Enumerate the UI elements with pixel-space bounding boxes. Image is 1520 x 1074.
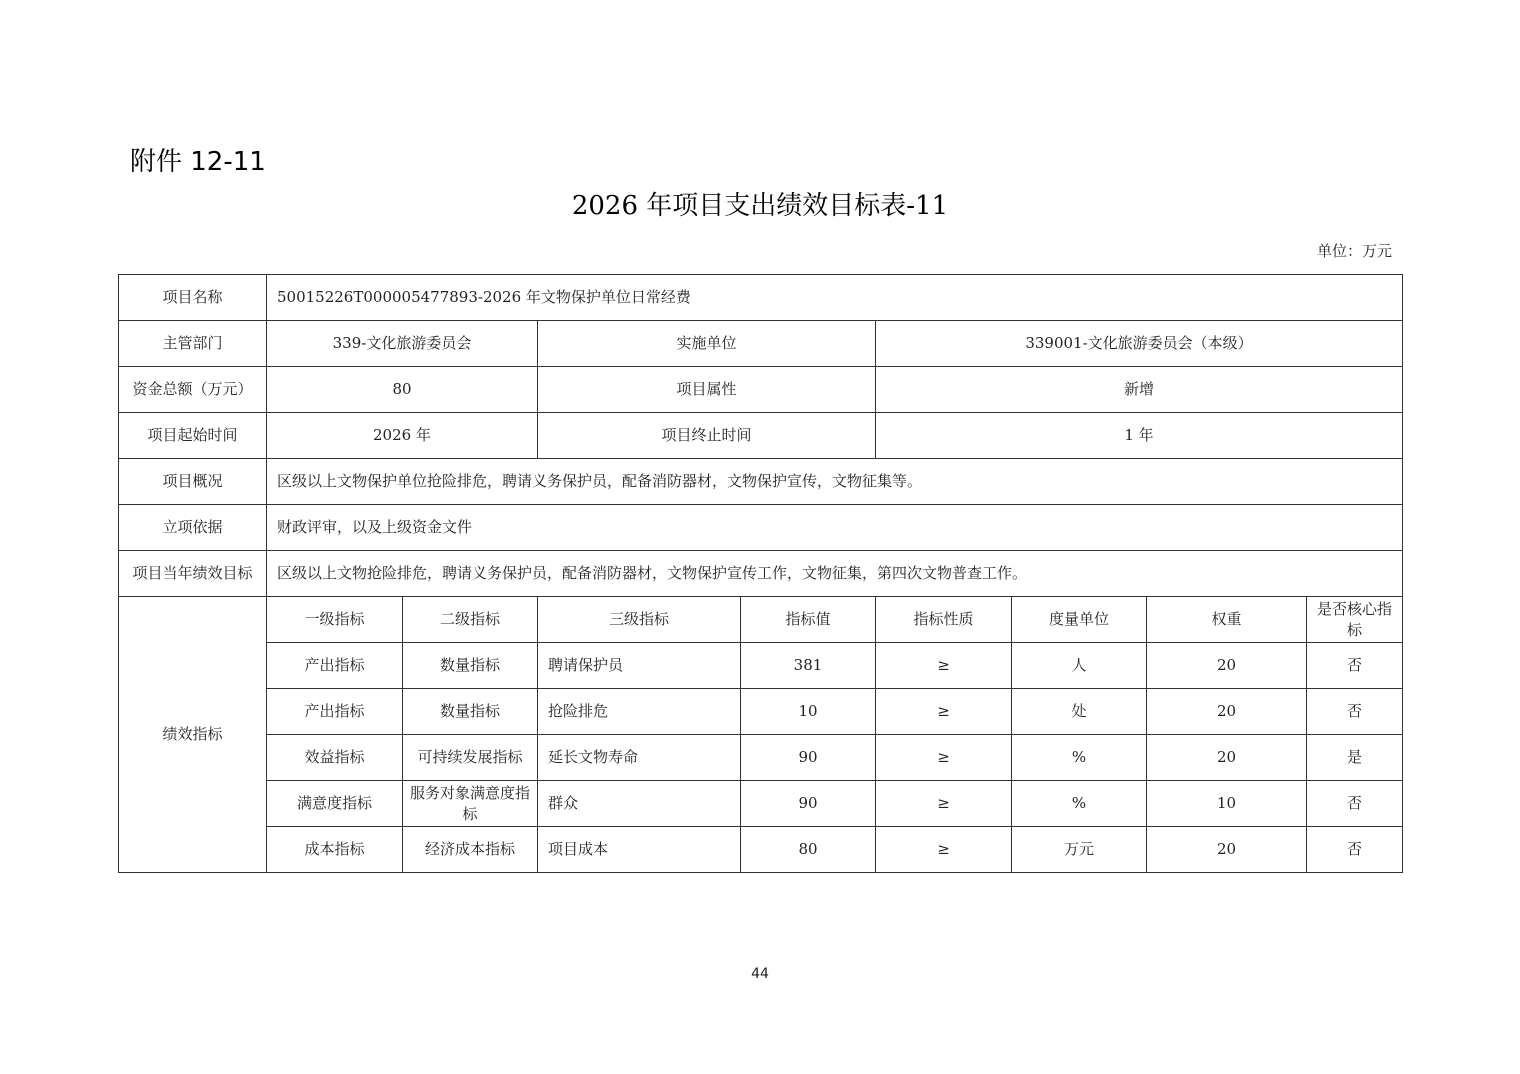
unit-cell: 处	[1012, 689, 1147, 735]
header-level3: 三级指标	[538, 597, 741, 643]
level3-cell: 群众	[538, 781, 741, 827]
level2-cell: 服务对象满意度指标	[403, 781, 538, 827]
nature-cell: ≥	[876, 689, 1012, 735]
total-funds-label: 资金总额（万元）	[119, 367, 267, 413]
header-core: 是否核心指标	[1307, 597, 1403, 643]
header-level2: 二级指标	[403, 597, 538, 643]
header-value: 指标值	[741, 597, 876, 643]
implementer-value: 339001-文化旅游委员会（本级）	[876, 321, 1403, 367]
level1-cell: 效益指标	[267, 735, 403, 781]
start-time-label: 项目起始时间	[119, 413, 267, 459]
weight-cell: 20	[1147, 735, 1307, 781]
end-time-value: 1 年	[876, 413, 1403, 459]
row-project-name	[119, 275, 1403, 321]
project-name-value: 50015226T000005477893-2026 年文物保护单位日常经费	[267, 275, 1403, 321]
unit-cell: 人	[1012, 643, 1147, 689]
unit-cell: 万元	[1012, 827, 1147, 873]
value-cell: 90	[741, 735, 876, 781]
row-funds	[119, 367, 1403, 413]
attachment-label: 附件 12-11	[130, 147, 266, 177]
project-name-label: 项目名称	[119, 275, 267, 321]
basis-label: 立项依据	[119, 505, 267, 551]
page-title: 2026 年项目支出绩效目标表-11	[571, 191, 949, 221]
indicator-row	[119, 689, 1403, 735]
value-cell: 90	[741, 781, 876, 827]
row-overview	[119, 459, 1403, 505]
nature-cell: ≥	[876, 781, 1012, 827]
weight-cell: 20	[1147, 689, 1307, 735]
overview-label: 项目概况	[119, 459, 267, 505]
value-cell: 80	[741, 827, 876, 873]
indicators-section-label: 绩效指标	[119, 597, 267, 873]
core-cell: 否	[1307, 689, 1403, 735]
header-unit: 度量单位	[1012, 597, 1147, 643]
core-cell: 否	[1307, 827, 1403, 873]
department-value: 339-文化旅游委员会	[267, 321, 538, 367]
unit-label: 单位：万元	[1316, 242, 1392, 260]
level1-cell: 产出指标	[267, 643, 403, 689]
level1-cell: 满意度指标	[267, 781, 403, 827]
row-department	[119, 321, 1403, 367]
performance-table	[118, 274, 1403, 873]
weight-cell: 20	[1147, 643, 1307, 689]
row-annual-goal	[119, 551, 1403, 597]
level2-cell: 数量指标	[403, 643, 538, 689]
nature-cell: ≥	[876, 827, 1012, 873]
level3-cell: 项目成本	[538, 827, 741, 873]
value-cell: 10	[741, 689, 876, 735]
core-cell: 否	[1307, 781, 1403, 827]
header-level1: 一级指标	[267, 597, 403, 643]
indicator-row	[119, 735, 1403, 781]
annual-goal-value: 区级以上文物抢险排危，聘请义务保护员，配备消防器材，文物保护宣传工作，文物征集，第四次文物普查工作。	[267, 551, 1403, 597]
weight-cell: 10	[1147, 781, 1307, 827]
core-cell: 是	[1307, 735, 1403, 781]
unit-cell: %	[1012, 735, 1147, 781]
indicator-row	[119, 643, 1403, 689]
total-funds-value: 80	[267, 367, 538, 413]
level1-cell: 成本指标	[267, 827, 403, 873]
overview-value: 区级以上文物保护单位抢险排危，聘请义务保护员，配备消防器材，文物保护宣传，文物征集等。	[267, 459, 1403, 505]
value-cell: 381	[741, 643, 876, 689]
level3-cell: 聘请保护员	[538, 643, 741, 689]
indicator-row	[119, 781, 1403, 827]
indicator-row	[119, 827, 1403, 873]
basis-value: 财政评审，以及上级资金文件	[267, 505, 1403, 551]
nature-cell: ≥	[876, 643, 1012, 689]
row-time	[119, 413, 1403, 459]
level3-cell: 延长文物寿命	[538, 735, 741, 781]
weight-cell: 20	[1147, 827, 1307, 873]
row-basis	[119, 505, 1403, 551]
level2-cell: 可持续发展指标	[403, 735, 538, 781]
indicator-header-row	[119, 597, 1403, 643]
department-label: 主管部门	[119, 321, 267, 367]
page-number: 44	[751, 966, 769, 982]
level2-cell: 经济成本指标	[403, 827, 538, 873]
nature-cell: ≥	[876, 735, 1012, 781]
attribute-label: 项目属性	[538, 367, 876, 413]
core-cell: 否	[1307, 643, 1403, 689]
level2-cell: 数量指标	[403, 689, 538, 735]
start-time-value: 2026 年	[267, 413, 538, 459]
level1-cell: 产出指标	[267, 689, 403, 735]
implementer-label: 实施单位	[538, 321, 876, 367]
header-weight: 权重	[1147, 597, 1307, 643]
level3-cell: 抢险排危	[538, 689, 741, 735]
end-time-label: 项目终止时间	[538, 413, 876, 459]
attribute-value: 新增	[876, 367, 1403, 413]
annual-goal-label: 项目当年绩效目标	[119, 551, 267, 597]
unit-cell: %	[1012, 781, 1147, 827]
header-nature: 指标性质	[876, 597, 1012, 643]
